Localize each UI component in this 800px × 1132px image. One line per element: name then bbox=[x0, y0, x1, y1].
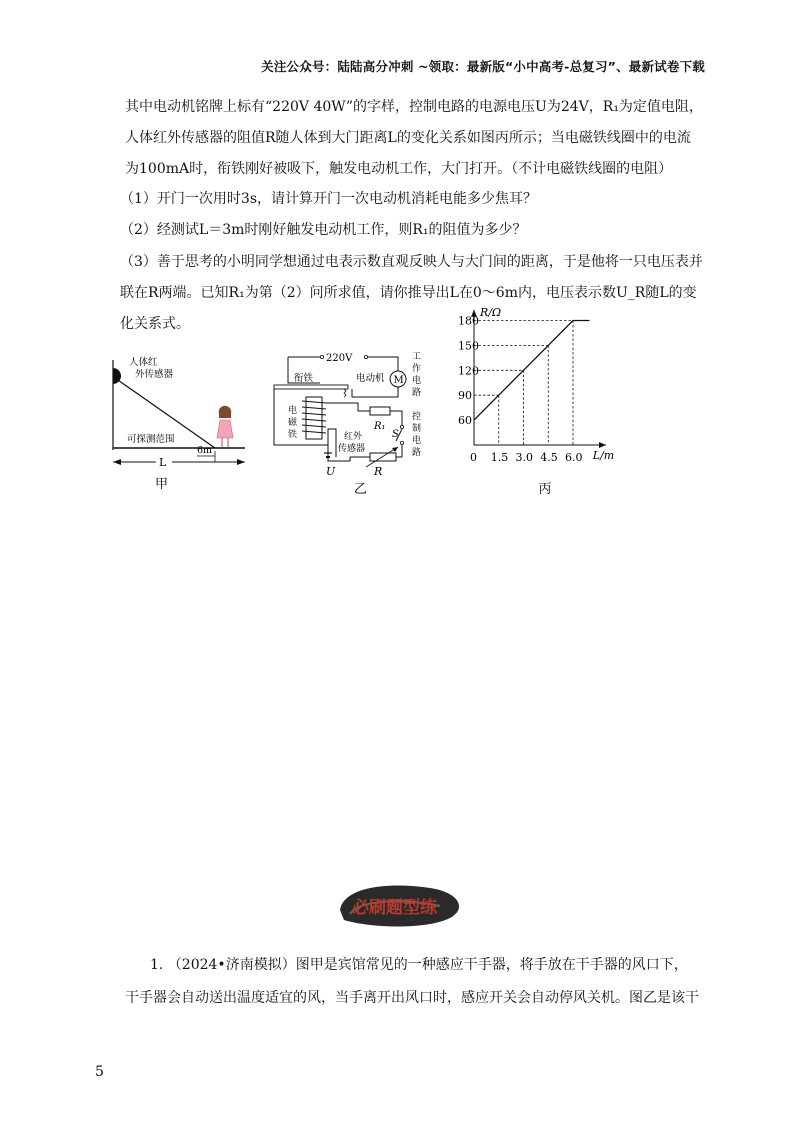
electromagnet-label-2: 磁 bbox=[288, 418, 298, 428]
armature-bar bbox=[274, 385, 348, 389]
work-circuit-label-2: 作 bbox=[412, 364, 422, 374]
figure-jia bbox=[105, 350, 250, 495]
x-axis-arrow bbox=[599, 442, 606, 448]
range-label: 可探测范围 bbox=[127, 434, 175, 445]
x-tick-label: 4.5 bbox=[540, 451, 558, 464]
y-axis-label: R/Ω bbox=[480, 306, 502, 320]
girl-icon bbox=[217, 406, 233, 447]
armature-label: 衔铁 bbox=[294, 373, 314, 384]
x-tick-label: 0 bbox=[470, 451, 477, 464]
work-circuit-label-1: 工 bbox=[412, 352, 422, 362]
sensor-resistor-r bbox=[370, 453, 396, 461]
work-circuit-label-3: 电 bbox=[412, 376, 422, 386]
electromagnet-label-3: 铁 bbox=[288, 430, 298, 440]
r1-resistor bbox=[370, 407, 390, 415]
distance-label: 6m bbox=[197, 445, 213, 456]
switch-label: S bbox=[392, 429, 399, 440]
y-tick-label: 60 bbox=[458, 414, 472, 428]
caption-bing: 丙 bbox=[538, 482, 552, 497]
control-circuit-label-4: 路 bbox=[412, 448, 422, 458]
control-circuit-label-1: 控 bbox=[412, 412, 422, 422]
x-axis-label: L/m bbox=[592, 449, 615, 462]
motor-label: 电动机 bbox=[356, 373, 385, 384]
x-tick-label: 1.5 bbox=[490, 451, 509, 464]
question-part-3-line-1: （3）善于思考的小明同学想通过电表示数直观反映人与大门间的距离，于是他将一只电压表并 bbox=[120, 254, 703, 270]
u-label: U bbox=[326, 465, 336, 478]
motor-symbol: M bbox=[393, 375, 404, 386]
page-header: 关注公众号：陆陆高分冲刺 ~领取：最新版“小中高考-总复习”、最新试卷下载 bbox=[261, 59, 705, 74]
voltage-220-label: 220V bbox=[326, 353, 353, 364]
question-1-line-1: 1. （2024•济南模拟）图甲是宾馆常见的一种感应干手器，将手放在干手器的风口下， bbox=[150, 957, 688, 973]
work-circuit-label-4: 路 bbox=[412, 388, 422, 398]
L-label: L bbox=[159, 456, 167, 469]
sensor-label-2: 传感器 bbox=[338, 444, 366, 454]
x-tick-label: 3.0 bbox=[515, 451, 533, 464]
paragraph-line-2: 人体红外传感器的阻值R随人体到大门距离L的变化关系如图丙所示；当电磁铁线圈中的电流 bbox=[125, 130, 691, 146]
sensor-label-1: 人体红 bbox=[129, 357, 158, 368]
caption-yi: 乙 bbox=[354, 482, 368, 497]
question-part-3-line-3: 化关系式。 bbox=[120, 316, 190, 332]
control-circuit-label-3: 电 bbox=[412, 436, 422, 446]
caption-jia: 甲 bbox=[155, 477, 169, 492]
electromagnet-label-1: 电 bbox=[288, 406, 298, 416]
question-part-2: （2）经测试L＝3m时刚好触发电动机工作，则R₁的阻值为多少？ bbox=[120, 222, 527, 238]
paragraph-line-1: 其中电动机铭牌上标有“220V 40W”的字样，控制电路的电源电压U为24V，R₁为定值电阻， bbox=[125, 99, 703, 115]
figure-yi bbox=[268, 345, 438, 495]
page-number: 5 bbox=[95, 1064, 104, 1080]
y-tick-label: 120 bbox=[458, 364, 479, 378]
figure-bing-chart bbox=[440, 306, 630, 497]
y-tick-label: 180 bbox=[458, 314, 479, 328]
control-circuit-label-2: 制 bbox=[412, 424, 422, 434]
question-part-3-line-2: 联在R两端。已知R₁为第（2）问所求值，请你推导出L在0～6m内，电压表示数U_R随L的变 bbox=[120, 285, 697, 301]
y-tick-label: 90 bbox=[458, 389, 472, 403]
question-1-line-2: 干手器会自动送出温度适宜的风，当手离开出风口时，感应开关会自动停风关机。图乙是该干 bbox=[125, 990, 699, 1006]
sensor-label-1: 红外 bbox=[344, 432, 363, 442]
r1-label: R₁ bbox=[374, 421, 386, 432]
series-line bbox=[474, 321, 590, 421]
r-label: R bbox=[374, 465, 383, 478]
question-part-1: （1）开门一次用时3s，请计算开门一次电动机消耗电能多少焦耳？ bbox=[120, 191, 537, 207]
section-logo bbox=[330, 880, 470, 930]
y-tick-label: 150 bbox=[458, 339, 479, 353]
logo-text: 必刷题型练 bbox=[352, 898, 437, 918]
paragraph-line-3: 为100mA时，衔铁刚好被吸下，触发电动机工作，大门打开。（不计电磁铁线圈的电阻） bbox=[125, 161, 673, 177]
x-tick-label: 6.0 bbox=[565, 451, 583, 464]
sensor-label-2: 外传感器 bbox=[135, 369, 174, 380]
